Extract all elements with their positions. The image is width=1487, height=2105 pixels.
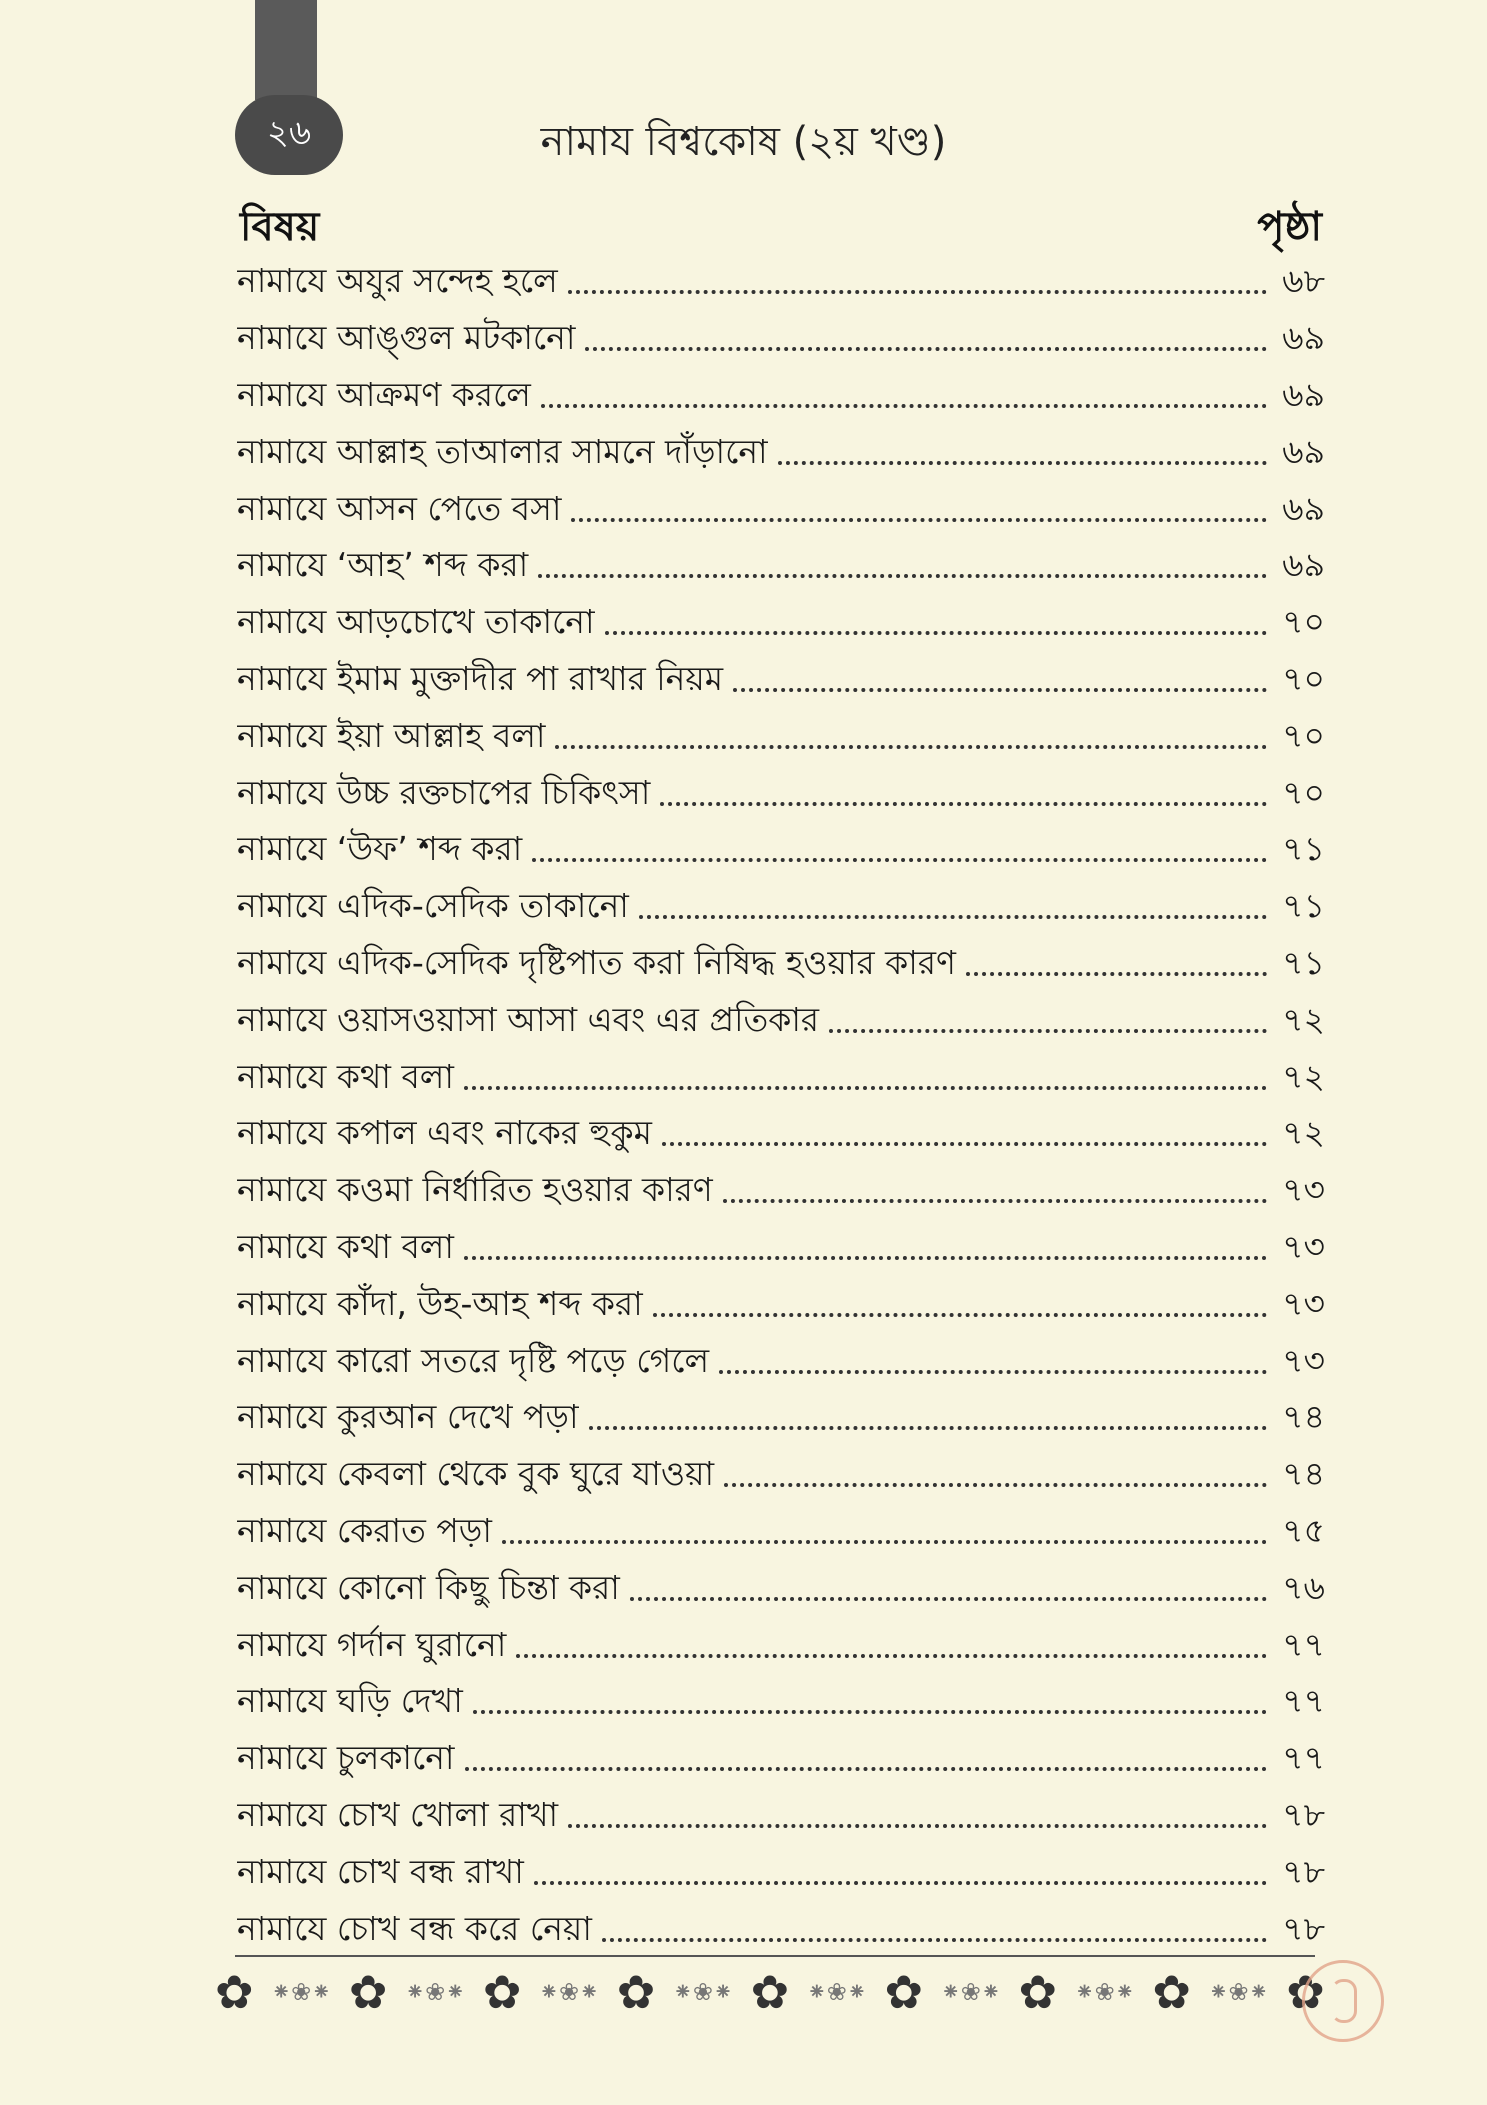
- toc-entry: [237, 1164, 1325, 1221]
- flower-icon: ✿: [616, 1965, 656, 2019]
- dot-leader: [541, 404, 1267, 408]
- toc-entry: [237, 880, 1325, 937]
- toc-entry-page: ৭৪: [1282, 1397, 1325, 1437]
- toc-entry-page: ৬৯: [1282, 545, 1325, 585]
- dot-leader: [464, 1086, 1267, 1090]
- toc-entry-page: ৭৭: [1282, 1738, 1325, 1778]
- toc-entry-title: নামাযে কেবলা থেকে বুক ঘুরে যাওয়া: [237, 1454, 715, 1494]
- toc-entry-page: ৭১: [1282, 886, 1325, 926]
- topic-column-heading: বিষয়: [240, 204, 320, 250]
- toc-entry-page: ৭০: [1282, 602, 1325, 642]
- toc-entry-title: নামাযে আড়চোখে তাকানো: [237, 602, 595, 642]
- toc-entry: [237, 937, 1325, 994]
- toc-entry: [237, 1902, 1325, 1959]
- toc-entry: [237, 766, 1325, 823]
- toc-entry: [237, 1618, 1325, 1675]
- toc-entry-title: নামাযে ঘড়ি দেখা: [237, 1681, 463, 1721]
- toc-entry-page: ৭৩: [1282, 1170, 1325, 1210]
- dot-leader: [829, 1029, 1267, 1033]
- toc-entry-page: ৭৪: [1282, 1454, 1325, 1494]
- small-flower-icon: ⁕❀⁕: [672, 1978, 734, 2006]
- toc-entry: [237, 1391, 1325, 1448]
- toc-entry-page: ৭৭: [1282, 1624, 1325, 1664]
- toc-entry-page: ৭৭: [1282, 1681, 1325, 1721]
- toc-entry: [237, 1050, 1325, 1107]
- toc-entry: [237, 823, 1325, 880]
- dot-leader: [733, 688, 1267, 692]
- dot-leader: [662, 1142, 1267, 1146]
- small-flower-icon: ⁕❀⁕: [806, 1978, 868, 2006]
- dot-leader: [660, 802, 1267, 806]
- toc-entry-page: ৭৬: [1282, 1567, 1325, 1607]
- toc-entry-page: ৭০: [1282, 715, 1325, 755]
- toc-entry-title: নামাযে কওমা নির্ধারিত হওয়ার কারণ: [237, 1170, 713, 1210]
- book-title-header: নামায বিশ্বকোষ (২য় খণ্ড): [540, 119, 947, 165]
- dot-leader: [778, 461, 1267, 465]
- toc-entry-title: নামাযে অযুর সন্দেহ হলে: [237, 261, 558, 301]
- dot-leader: [589, 1426, 1267, 1430]
- toc-entry-page: ৬৯: [1282, 488, 1325, 528]
- dot-leader: [723, 1199, 1267, 1203]
- toc-entry-page: ৭৫: [1282, 1510, 1325, 1550]
- toc-entry-page: ৭২: [1282, 999, 1325, 1039]
- small-flower-icon: ⁕❀⁕: [940, 1978, 1001, 2006]
- toc-entry-page: ৭৩: [1282, 1283, 1325, 1323]
- small-flower-icon: ⁕❀⁕: [404, 1978, 466, 2006]
- toc-entry-title: নামাযে আল্লাহ তাআলার সামনে দাঁড়ানো: [237, 431, 768, 471]
- toc-entry-page: ৭৮: [1282, 1851, 1325, 1891]
- toc-entry: [237, 709, 1325, 766]
- small-flower-icon: ⁕❀⁕: [538, 1978, 600, 2006]
- toc-entry: [237, 1845, 1325, 1902]
- toc-entry: [237, 1107, 1325, 1164]
- dot-leader: [630, 1597, 1267, 1601]
- small-flower-icon: ⁕❀⁕: [1208, 1978, 1269, 2006]
- flower-icon: ✿: [215, 1965, 254, 2019]
- toc-entry-page: ৭০: [1282, 772, 1325, 812]
- toc-entry-title: নামাযে চোখ খোলা রাখা: [237, 1794, 559, 1834]
- toc-entry-title: নামাযে চোখ বন্ধ করে নেয়া: [237, 1908, 592, 1948]
- toc-entry-page: ৭৮: [1282, 1794, 1325, 1834]
- toc-entry-title: নামাযে কুরআন দেখে পড়া: [237, 1397, 579, 1437]
- toc-entry-title: নামাযে ইমাম মুক্তাদীর পা রাখার নিয়ম: [237, 658, 724, 698]
- toc-entry: [237, 993, 1325, 1050]
- toc-entry-title: নামাযে চুলকানো: [237, 1738, 455, 1778]
- page-tab-marker: [255, 0, 317, 100]
- toc-entry-page: ৬৮: [1282, 261, 1325, 301]
- toc-entry-title: নামাযে ‘আহ’ শব্দ করা: [237, 545, 529, 585]
- toc-entry-title: নামাযে কেরাত পড়া: [237, 1510, 492, 1550]
- flower-icon: ✿: [750, 1965, 790, 2019]
- flower-icon: ✿: [1018, 1965, 1057, 2019]
- flower-icon: ✿: [884, 1965, 924, 2019]
- dot-leader: [465, 1767, 1267, 1771]
- toc-entry: [237, 1675, 1325, 1732]
- dot-leader: [532, 858, 1267, 862]
- toc-entry-title: নামাযে ইয়া আল্লাহ বলা: [237, 715, 546, 755]
- toc-entry-title: নামাযে আসন পেতে বসা: [237, 488, 562, 528]
- toc-entry-title: নামাযে এদিক-সেদিক দৃষ্টিপাত করা নিষিদ্ধ হওয়ার কারণ: [237, 942, 956, 982]
- dot-leader: [724, 1483, 1267, 1487]
- toc-entry-title: নামাযে কথা বলা: [237, 1226, 454, 1266]
- dot-leader: [538, 574, 1267, 578]
- toc-entry-title: নামাযে চোখ বন্ধ রাখা: [237, 1851, 524, 1891]
- footer-divider: [235, 1955, 1315, 1957]
- toc-entry-page: ৬৯: [1282, 318, 1325, 358]
- dot-leader: [966, 972, 1267, 976]
- toc-entry: [237, 653, 1325, 710]
- toc-entry: [237, 1448, 1325, 1505]
- dot-leader: [502, 1540, 1267, 1544]
- dot-leader: [568, 290, 1267, 294]
- toc-entry-page: ৭৩: [1282, 1226, 1325, 1266]
- table-of-contents: [237, 255, 1325, 1959]
- flower-icon: ✿: [1152, 1965, 1191, 2019]
- toc-entry-title: নামাযে কপাল এবং নাকের হুকুম: [237, 1113, 652, 1153]
- dot-leader: [568, 1824, 1267, 1828]
- dot-leader: [719, 1370, 1267, 1374]
- publisher-seal-icon: [1302, 1960, 1384, 2042]
- toc-entry: [237, 425, 1325, 482]
- toc-entry-page: ৬৯: [1282, 374, 1325, 414]
- flower-icon: ✿: [348, 1965, 388, 2019]
- toc-entry-title: নামাযে ‘উফ’ শব্দ করা: [237, 829, 523, 869]
- dot-leader: [555, 745, 1267, 749]
- toc-entry: [237, 1561, 1325, 1618]
- toc-entry-page: ৭২: [1282, 1056, 1325, 1096]
- toc-entry-title: নামাযে কারো সতরে দৃষ্টি পড়ে গেলে: [237, 1340, 710, 1380]
- toc-entry: [237, 596, 1325, 653]
- toc-entry-title: নামাযে ওয়াসওয়াসা আসা এবং এর প্রতিকার: [237, 999, 820, 1039]
- dot-leader: [571, 518, 1267, 522]
- toc-entry: [237, 1789, 1325, 1846]
- toc-entry-page: ৭১: [1282, 942, 1325, 982]
- dot-leader: [585, 347, 1267, 351]
- toc-entry-page: ৭১: [1282, 829, 1325, 869]
- page-number-badge: ২৬: [235, 95, 343, 175]
- dot-leader: [605, 631, 1267, 635]
- dot-leader: [653, 1313, 1267, 1317]
- toc-entry: [237, 369, 1325, 426]
- flower-icon: ✿: [482, 1965, 522, 2019]
- toc-entry-title: নামাযে আঙ্গুল মটকানো: [237, 318, 576, 358]
- toc-entry: [237, 1732, 1325, 1789]
- toc-entry-page: ৭৩: [1282, 1340, 1325, 1380]
- dot-leader: [516, 1654, 1267, 1658]
- toc-entry: [237, 539, 1325, 596]
- toc-entry-page: ৭৮: [1282, 1908, 1325, 1948]
- toc-entry-title: নামাযে এদিক-সেদিক তাকানো: [237, 886, 629, 926]
- toc-entry-page: ৭২: [1282, 1113, 1325, 1153]
- toc-entry-title: নামাযে কোনো কিছু চিন্তা করা: [237, 1567, 620, 1607]
- toc-entry-title: নামাযে কথা বলা: [237, 1056, 454, 1096]
- toc-entry-title: নামাযে কাঁদা, উহ-আহ শব্দ করা: [237, 1283, 643, 1323]
- toc-entry-title: নামাযে গর্দান ঘুরানো: [237, 1624, 507, 1664]
- toc-entry-title: নামাযে আক্রমণ করলে: [237, 374, 531, 414]
- toc-entry: [237, 1277, 1325, 1334]
- page-column-heading: পৃষ্ঠা: [1257, 204, 1322, 250]
- toc-entry: [237, 1505, 1325, 1562]
- dot-leader: [534, 1881, 1267, 1885]
- toc-entry-page: ৭০: [1282, 658, 1325, 698]
- toc-entry: [237, 482, 1325, 539]
- dot-leader: [473, 1710, 1267, 1714]
- flower-border-icon: [215, 1962, 1325, 2022]
- toc-entry: [237, 312, 1325, 369]
- toc-entry-title: নামাযে উচ্চ রক্তচাপের চিকিৎসা: [237, 772, 651, 812]
- dot-leader: [464, 1256, 1267, 1260]
- toc-entry: [237, 255, 1325, 312]
- dot-leader: [639, 915, 1267, 919]
- flower-icon: ✿: [1286, 1965, 1325, 2019]
- toc-entry-page: ৬৯: [1282, 431, 1325, 471]
- small-flower-icon: ⁕❀⁕: [271, 1978, 332, 2006]
- dot-leader: [602, 1938, 1267, 1942]
- toc-entry: [237, 1334, 1325, 1391]
- small-flower-icon: ⁕❀⁕: [1074, 1978, 1135, 2006]
- toc-entry: [237, 1221, 1325, 1278]
